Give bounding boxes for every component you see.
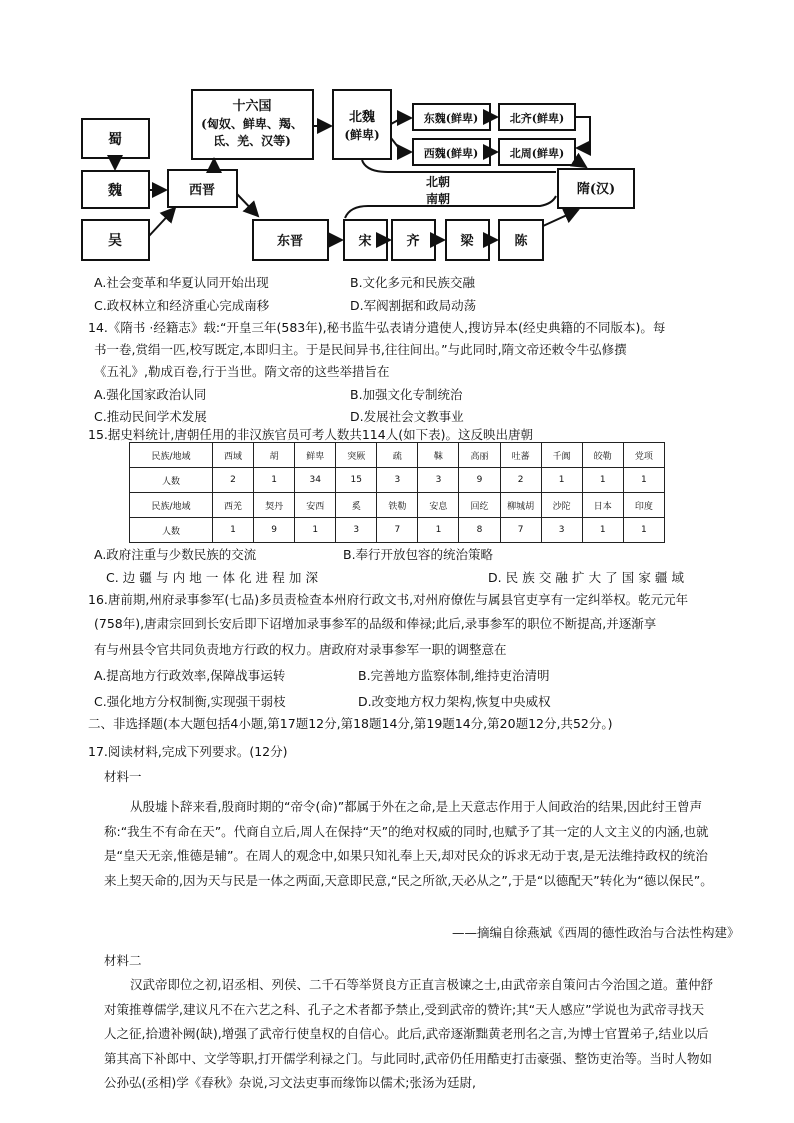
q14-stem-line3: 《五礼》,勒成百卷,行于当世。隋文帝的这些举措旨在 [94, 364, 390, 379]
label-beichao: 北朝 [425, 175, 451, 189]
q16-option-d: D.改变地方权力架构,恢复中央威权 [358, 694, 551, 709]
label-beizhou: 北周(鲜卑) [509, 147, 565, 160]
q13-option-a: A.社会变革和华夏认同开始出现 [94, 275, 269, 290]
q13-option-d: D.军阀割据和政局动荡 [350, 298, 477, 313]
table-cell: 鲜卑 [295, 443, 336, 468]
table-header-cell: 民族/地域 [130, 493, 213, 518]
table-cell: 1 [254, 468, 295, 493]
table-row [130, 468, 665, 493]
label-qi: 齐 [406, 234, 420, 249]
table-cell: 2 [213, 468, 254, 493]
label-dongwei: 东魏(鲜卑) [423, 112, 479, 125]
arrow-beiwei-dongwei [391, 118, 411, 124]
table-cell: 1 [582, 468, 623, 493]
q15-option-d: D.民族交融扩大了国家疆域 [488, 570, 684, 585]
table-cell: 7 [377, 518, 418, 543]
table-cell: 9 [459, 468, 500, 493]
label-shiliuguo-l2: 氐、羌、汉等) [213, 134, 291, 148]
table-cell: 1 [295, 518, 336, 543]
q16-stem-line2: (758年),唐肃宗回到长安后即下诏增加录事参军的品级和俸禄;此后,录事参军的职位不断提高,并逐渐享 [94, 616, 657, 631]
label-wu: 吴 [108, 233, 122, 249]
q15-table [129, 442, 665, 543]
label-xijin: 西晋 [188, 183, 216, 198]
label-beiwei-l1: 北魏 [348, 110, 376, 125]
q16-option-c: C.强化地方分权制衡,实现强干弱枝 [94, 694, 286, 709]
arrow-beiqi-beizhou [575, 117, 590, 148]
table-cell: 安西 [295, 493, 336, 518]
q14-option-d: D.发展社会文教事业 [350, 409, 464, 424]
table-cell: 疏 [377, 443, 418, 468]
q15-option-b: B.奉行开放包容的统治策略 [343, 547, 494, 562]
table-row [130, 518, 665, 543]
material-1-source: ——摘编自徐燕斌《西周的德性政治与合法性构建》 [452, 925, 740, 940]
table-cell: 7 [500, 518, 541, 543]
table-cell: 党项 [623, 443, 664, 468]
q15-option-c: C.边疆与内地一体化进程加深 [106, 570, 318, 585]
table-cell: 安息 [418, 493, 459, 518]
table-cell: 3 [541, 518, 582, 543]
q17-stem: 17.阅读材料,完成下列要求。(12分) [88, 744, 288, 759]
table-row [130, 493, 665, 518]
label-shiliuguo-l1: (匈奴、鲜卑、羯、 [201, 117, 303, 131]
q16-stem-line1: 16.唐前期,州府录事参军(七品)多员责检查本州府行政文书,对州府僚佐与属县官吏享有一定纠举权。乾元元年 [88, 592, 689, 607]
material-2-text: 汉武帝即位之初,诏丞相、列侯、二千石等举贤良方正直言极谏之士,由武帝亲自策问古今治国之道。董仲舒对策推尊儒学,建议凡不在六艺之科、孔子之术者都予禁止,受到武帝的赞许;其“天人感应”学说也为武帝寻找天人之征,拾遗补阙(缺),增强了武帝行使皇权的自信心。此后,武帝逐渐黜黄老刑名之言,为博士官置弟子,结业以后第其高下补郎中、文学等职,打开儒学利禄之门。与此同时,武帝仍任用酷吏打击豪强、整饬吏治等。当时人物如公孙弘(丞相)学《春秋》杂说,习文法吏事而缘饰以儒术;张汤为廷尉, [104, 977, 713, 1090]
table-cell: 3 [377, 468, 418, 493]
table-cell: 契丹 [254, 493, 295, 518]
label-nanchao: 南朝 [425, 192, 451, 206]
table-row [130, 443, 665, 468]
label-song: 宋 [358, 234, 372, 249]
table-cell: 皎勒 [582, 443, 623, 468]
q13-option-c: C.政权林立和经济重心完成南移 [94, 298, 270, 313]
label-xiwei: 西魏(鲜卑) [423, 147, 479, 160]
table-cell: 3 [336, 518, 377, 543]
label-wei: 魏 [108, 183, 122, 199]
table-cell: 靺 [418, 443, 459, 468]
dynasty-flow-diagram [0, 0, 794, 270]
table-header-cell: 人数 [130, 468, 213, 493]
table-cell: 3 [418, 468, 459, 493]
q14-stem-line2: 书一卷,赏绢一匹,校写既定,本即归主。于是民间异书,往往间出。”与此同时,隋文帝还敕令牛弘修撰 [94, 342, 627, 357]
material-2-title: 材料二 [104, 953, 142, 968]
table-cell: 柳城胡 [500, 493, 541, 518]
table-cell: 印度 [623, 493, 664, 518]
q15-stem: 15.据史料统计,唐朝任用的非汉族官员可考人数共114人(如下表)。这反映出唐朝 [88, 427, 533, 442]
arrow-beizhou-sui [575, 160, 586, 167]
q16-stem-line3: 有与州县令官共同负责地方行政的权力。唐政府对录事参军一职的调整意在 [94, 642, 507, 657]
table-cell: 回纥 [459, 493, 500, 518]
table-cell: 西域 [213, 443, 254, 468]
arrow-xijin-dongjin [237, 194, 258, 216]
q15-option-a: A.政府注重与少数民族的交流 [94, 547, 257, 562]
brace-nanchao [345, 196, 556, 218]
q16-option-b: B.完善地方监察体制,维持吏治清明 [358, 668, 550, 683]
table-cell: 沙陀 [541, 493, 582, 518]
label-chen: 陈 [514, 234, 528, 249]
table-cell: 1 [213, 518, 254, 543]
label-shiliuguo-title: 十六国 [232, 99, 272, 114]
label-beiqi: 北齐(鲜卑) [509, 112, 565, 125]
table-cell: 1 [582, 518, 623, 543]
q16-option-a: A.提高地方行政效率,保障战事运转 [94, 668, 286, 683]
label-shu: 蜀 [108, 132, 122, 148]
section-heading: 二、非选择题(本大题包括4小题,第17题12分,第18题14分,第19题14分,第20题12分,共52分。) [88, 716, 613, 731]
q14-stem-line1: 14.《隋书 ·经籍志》载:“开皇三年(583年),秘书监牛弘表请分遣使人,搜访异本(经史典籍的不同版本)。每 [88, 320, 666, 335]
material-1-title: 材料一 [104, 769, 142, 784]
label-dongjin: 东晋 [276, 234, 304, 249]
table-cell: 奚 [336, 493, 377, 518]
table-cell: 2 [500, 468, 541, 493]
table-cell: 34 [295, 468, 336, 493]
label-sui: 隋(汉) [576, 182, 616, 197]
arrow-wu-xijin [149, 208, 175, 236]
q14-option-a: A.强化国家政治认同 [94, 387, 207, 402]
table-cell: 高丽 [459, 443, 500, 468]
table-cell: 1 [541, 468, 582, 493]
table-cell: 突厥 [336, 443, 377, 468]
table-cell: 1 [623, 518, 664, 543]
q14-option-b: B.加强文化专制统治 [350, 387, 463, 402]
table-header-cell: 人数 [130, 518, 213, 543]
q14-option-c: C.推动民间学术发展 [94, 409, 207, 424]
table-cell: 日本 [582, 493, 623, 518]
arrow-beiwei-xiwei [391, 138, 411, 152]
table-cell: 铁勒 [377, 493, 418, 518]
table-header-cell: 民族/地域 [130, 443, 213, 468]
table-cell: 9 [254, 518, 295, 543]
table-cell: 8 [459, 518, 500, 543]
table-cell: 西羌 [213, 493, 254, 518]
material-1-text: 从殷墟卜辞来看,殷商时期的“帝令(命)”都属于外在之命,是上天意志作用于人间政治的结果,因此纣王曾声称:“我生不有命在天”。代商自立后,周人在保持“天”的绝对权威的同时,也赋予了其一定的人文主义的内涵,也就是“皇天无亲,惟德是辅”。在周人的观念中,如果只知礼奉上天,却对民众的诉求无动于衷,是无法维持政权的统治来上契天命的,因为天与民是一体之两面,天意即民意,“民之所欲,天必从之”,于是“以德配天”转化为“德以保民”。 [104, 799, 713, 888]
table-cell: 15 [336, 468, 377, 493]
table-cell: 1 [623, 468, 664, 493]
arrow-chen-sui [543, 210, 578, 226]
table-cell: 千阗 [541, 443, 582, 468]
table-cell: 1 [418, 518, 459, 543]
label-liang: 梁 [460, 234, 474, 249]
table-cell: 胡 [254, 443, 295, 468]
table-cell: 吐蕃 [500, 443, 541, 468]
label-beiwei-l2: (鲜卑) [344, 128, 380, 142]
q13-option-b: B.文化多元和民族交融 [350, 275, 476, 290]
